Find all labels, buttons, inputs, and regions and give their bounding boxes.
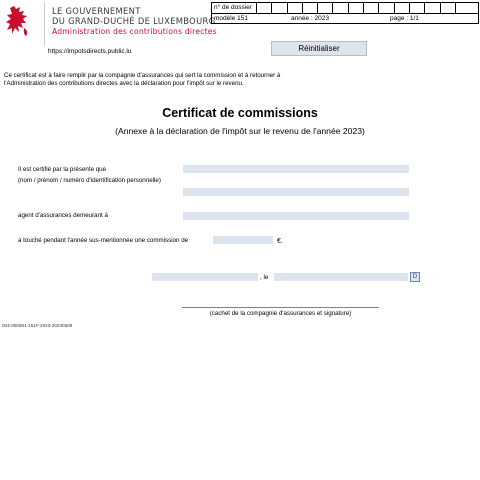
dossier-cell[interactable] [364, 3, 379, 13]
dossier-cell[interactable] [456, 3, 478, 13]
instructions-line-1: Ce certificat est à faire remplir par la compagnie d'assurances qui sert la commission et à retourner à [4, 72, 281, 79]
name-hint: (nom / prénom / numéro d'identification personnelle) [18, 177, 161, 184]
dossier-cell[interactable] [257, 3, 272, 13]
commission-label: a touché pendant l'année sus-mentionnée une commission de [18, 237, 189, 244]
date-prefix: , le [260, 274, 269, 281]
form-model: modèle 151 [214, 15, 248, 22]
date-picker-button[interactable]: D [410, 272, 420, 282]
commission-amount-field[interactable] [213, 236, 273, 244]
logo-line-2: DU GRAND-DUCHÉ DE LUXEMBOURG [52, 16, 216, 26]
logo-administration: Administration des contributions directes [52, 27, 217, 36]
signature-caption: (cachet de la compagnie d'assurances et signature) [209, 310, 352, 317]
dossier-cell[interactable] [441, 3, 456, 13]
place-field[interactable] [152, 273, 258, 281]
identification-field[interactable] [183, 188, 409, 196]
date-field[interactable] [274, 273, 408, 281]
dossier-cell[interactable] [349, 3, 364, 13]
currency-symbol: €. [277, 238, 283, 245]
document-subtitle: (Annexe à la déclaration de l'impôt sur le revenu de l'année 2023) [115, 126, 365, 136]
document-title: Certificat de commissions [162, 106, 318, 120]
form-reference-code: 004-000091-151F-2023-20230509 [2, 323, 73, 328]
dossier-box [211, 2, 479, 24]
dossier-cell[interactable] [425, 3, 440, 13]
dossier-cell[interactable] [333, 3, 348, 13]
dossier-cell[interactable] [288, 3, 303, 13]
address-field[interactable] [183, 212, 409, 220]
certify-label: Il est certifié par la présente que [18, 166, 107, 173]
instructions-line-2: l'Administration des contributions directes avec la déclaration pour l'impôt sur le revenu. [4, 80, 244, 88]
page-number: page : 1/1 [390, 15, 419, 22]
dossier-info-row [212, 14, 478, 24]
dossier-cell[interactable] [303, 3, 318, 13]
dossier-cell[interactable] [395, 3, 410, 13]
dossier-cell[interactable] [272, 3, 287, 13]
agent-label: agent d'assurances demeurant à [18, 212, 108, 219]
signature-line [182, 307, 379, 308]
dossier-label: n° de dossier [212, 3, 257, 13]
logo-line-1: LE GOUVERNEMENT [52, 6, 141, 16]
reset-button[interactable]: Réinitialiser [271, 41, 367, 56]
dossier-cell[interactable] [318, 3, 333, 13]
government-logo [52, 6, 217, 37]
logo-divider [44, 2, 45, 46]
form-year: année : 2023 [291, 15, 329, 22]
dossier-number-row [212, 3, 478, 14]
website-url: https://impotsdirects.public.lu [48, 48, 132, 55]
name-field[interactable] [183, 165, 409, 173]
dossier-cell[interactable] [410, 3, 425, 13]
dossier-cell[interactable] [379, 3, 394, 13]
instructions [4, 72, 474, 89]
lion-coat-of-arms-icon [4, 4, 32, 38]
